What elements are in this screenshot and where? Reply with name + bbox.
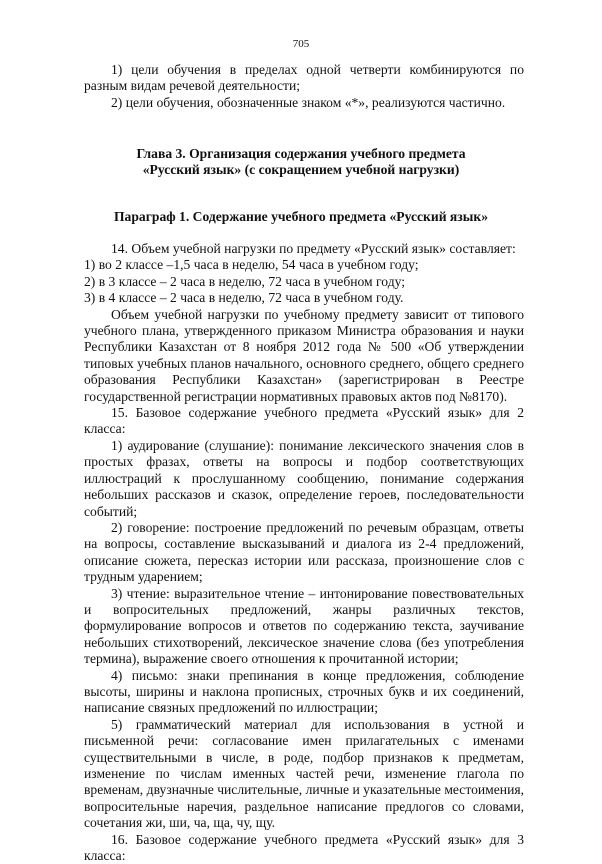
item-grammar: 5) грамматический материал для использования в устной и письменной речи: согласование имен прилагательных с именами существительными в числе, в роде, подбор признаков к предметам, изменение по числам именных частей речи, изменение глагола по временам, двузначные числительные, личные и указательные местоимения, вопросительные наречия, раздельное написание предлогов со словами, сочетания жи, ши, ча, ща, чу, щу. — [84, 716, 524, 831]
item-listening: 1) аудирование (слушание): понимание лексического значения слов в простых фразах, ответы на вопросы и подбор соответствующих иллюстраций к прослушанному сообщению, понимание содержания небольших рассказов и сказок, определение героев, последовательности событий; — [84, 437, 524, 519]
paragraph-title-text: Параграф 1. Содержание учебного предмета «Русский язык» — [113, 209, 488, 224]
item-speaking: 2) говорение: построение предложений по речевым образцам, ответы на вопросы, составление высказываний и диалога из 2-4 предложений, описание сюжета, пересказ истории или рассказа, произношение слов с трудным ударением; — [84, 519, 524, 585]
load-grade-2: 1) во 2 классе –1,5 часа в неделю, 54 часа в учебном году; — [84, 257, 419, 273]
paragraph-15: 15. Базовое содержание учебного предмета «Русский язык» для 2 класса: — [84, 405, 524, 437]
load-grade-4: 3) в 4 классе – 2 часа в неделю, 72 часа в учебном году. — [84, 290, 404, 306]
body-text — [84, 241, 524, 864]
chapter-title — [60, 146, 542, 179]
intro-list — [84, 62, 524, 111]
paragraph-14: 14. Объем учебной нагрузки по предмету «Русский язык» составляет: — [111, 241, 516, 256]
paragraph-title — [60, 209, 542, 225]
chapter-title-line-1: Глава 3. Организация содержания учебного предмета — [136, 146, 466, 161]
item-writing: 4) письмо: знаки препинания в конце предложения, соблюдение высоты, ширины и наклона прописных, строчных букв и их соединений, написание связных предложений по иллюстрации; — [84, 667, 524, 716]
item-reading: 3) чтение: выразительное чтение – интонирование повествовательных и вопросительных предложений, жанры различных текстов, формулирование вопросов и ответов по содержанию текста, заучивание небольших стихотворений, лексическое значение слова (без употребления термина), выражение своего отношения к прочитанной истории; — [84, 585, 524, 667]
paragraph-16: 16. Базовое содержание учебного предмета «Русский язык» для 3 класса: — [84, 831, 524, 864]
load-note: Объем учебной нагрузки по учебному предмету зависит от типового учебного плана, утвержденного приказом Министра образования и науки Республики Казахстан от 8 ноября 2012 года № 500 «Об утверждении типовых учебных планов начального, основного среднего, общего среднего образования Республики Казахстан» (зарегистрирован в Реестре государственной регистрации нормативных правовых актов под №8170). — [84, 306, 524, 404]
chapter-title-line-2: «Русский язык» (с сокращением учебной нагрузки) — [142, 162, 460, 178]
load-grade-3: 2) в 3 классе – 2 часа в неделю, 72 часа в учебном году; — [84, 273, 406, 289]
intro-item-2: 2) цели обучения, обозначенные знаком «*», реализуются частично. — [111, 94, 506, 110]
intro-item-1: 1) цели обучения в пределах одной четверти комбинируются по разным видам речевой деятельности; — [84, 62, 524, 94]
page-number: 705 — [292, 38, 310, 50]
